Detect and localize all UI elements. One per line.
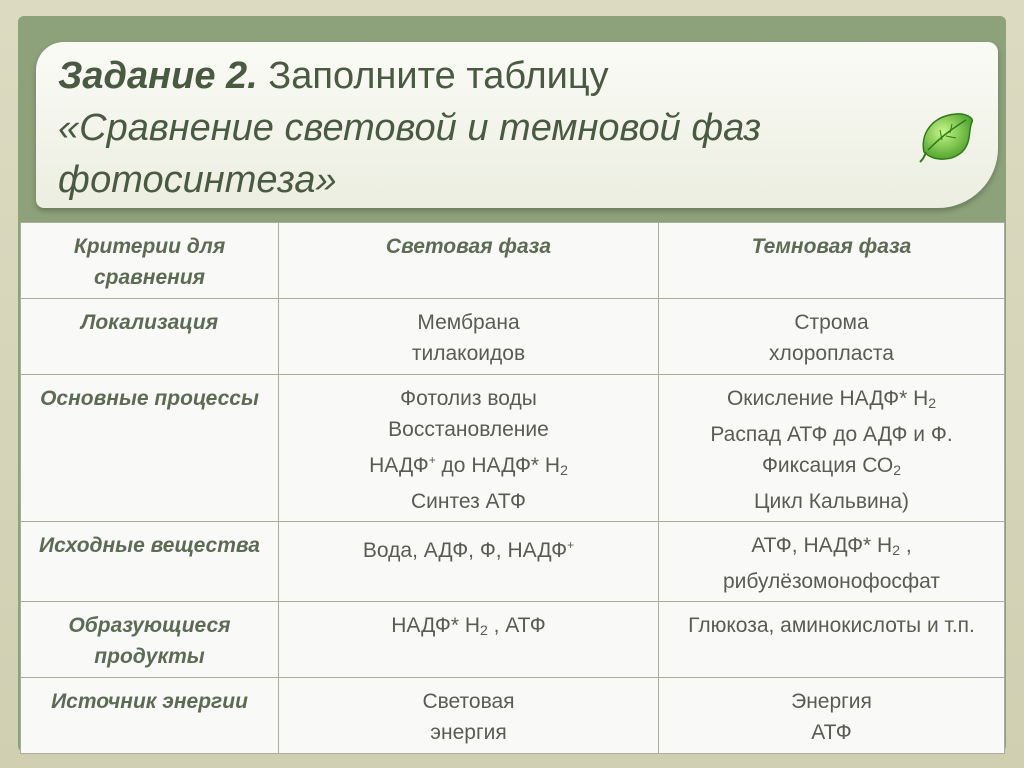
light-cell [279,678,659,754]
row-criterion: Источник энергии [21,678,279,754]
task-label: Задание 2. [58,55,258,97]
row-criterion: Образующиеся продукты [21,602,279,678]
light-cell [279,522,659,602]
table-row [21,299,1005,375]
table-row [21,522,1005,602]
cell-line: Восстановление [388,418,549,441]
cell-line: Мембрана [417,311,520,334]
slide-title [58,50,918,206]
dark-cell [659,522,1005,602]
header-light-phase: Световая фаза [279,223,659,299]
table-row [21,678,1005,754]
row-criterion: Локализация [21,299,279,375]
dark-cell: Глюкоза, аминокислоты и т.п. [659,602,1005,678]
cell-line: тилакоидов [411,342,526,365]
light-cell [279,375,659,522]
cell-line: АТФ, НАДФ* $Н_2$ , [751,534,912,558]
header-dark-phase: Темновая фаза [659,223,1005,299]
dark-cell [659,375,1005,522]
row-criterion: Основные процессы [21,375,279,522]
table-header-row [21,223,1005,299]
cell-line: Вода, АДФ, Ф, НАДФ+ [362,538,575,562]
dark-cell [659,299,1005,375]
header-criteria: Критерии для сравнения [21,223,279,299]
light-cell [279,299,659,375]
table-row [21,602,1005,678]
cell-line: Распад АТФ до АДФ и Ф. [710,423,953,446]
cell-line: Фотолиз воды [400,387,537,410]
title-subject-line2: фотосинтеза» [58,159,337,201]
cell-line: НАДФ* $Н_2$ , АТФ [391,614,546,638]
cell-line: хлоропласта [769,342,894,365]
cell-line: Энергия [791,690,872,713]
cell-line: Фиксация $СО_2$ [761,454,902,478]
cell-line: АТФ [811,721,852,744]
comparison-table [20,222,1005,754]
table-row [21,375,1005,522]
dark-cell [659,678,1005,754]
cell-line: Строма [794,311,869,334]
cell-line: Синтез АТФ [410,490,527,513]
cell-line: Световая [422,690,515,713]
light-cell [279,602,659,678]
cell-line: Окисление НАДФ* $Н_2$ [726,387,937,411]
row-criterion: Исходные вещества [21,522,279,602]
cell-line: энергия [430,721,507,744]
cell-line: рибулёзомонофосфат [723,570,940,593]
cell-line: НАДФ+ до НАДФ* $Н_2$ [369,453,568,478]
leaf-icon [918,108,978,164]
title-subject-line1: «Сравнение световой и темновой фаз [58,107,762,149]
cell-line: Цикл Кальвина) [753,490,910,513]
task-instruction: Заполните таблицу [268,55,609,97]
